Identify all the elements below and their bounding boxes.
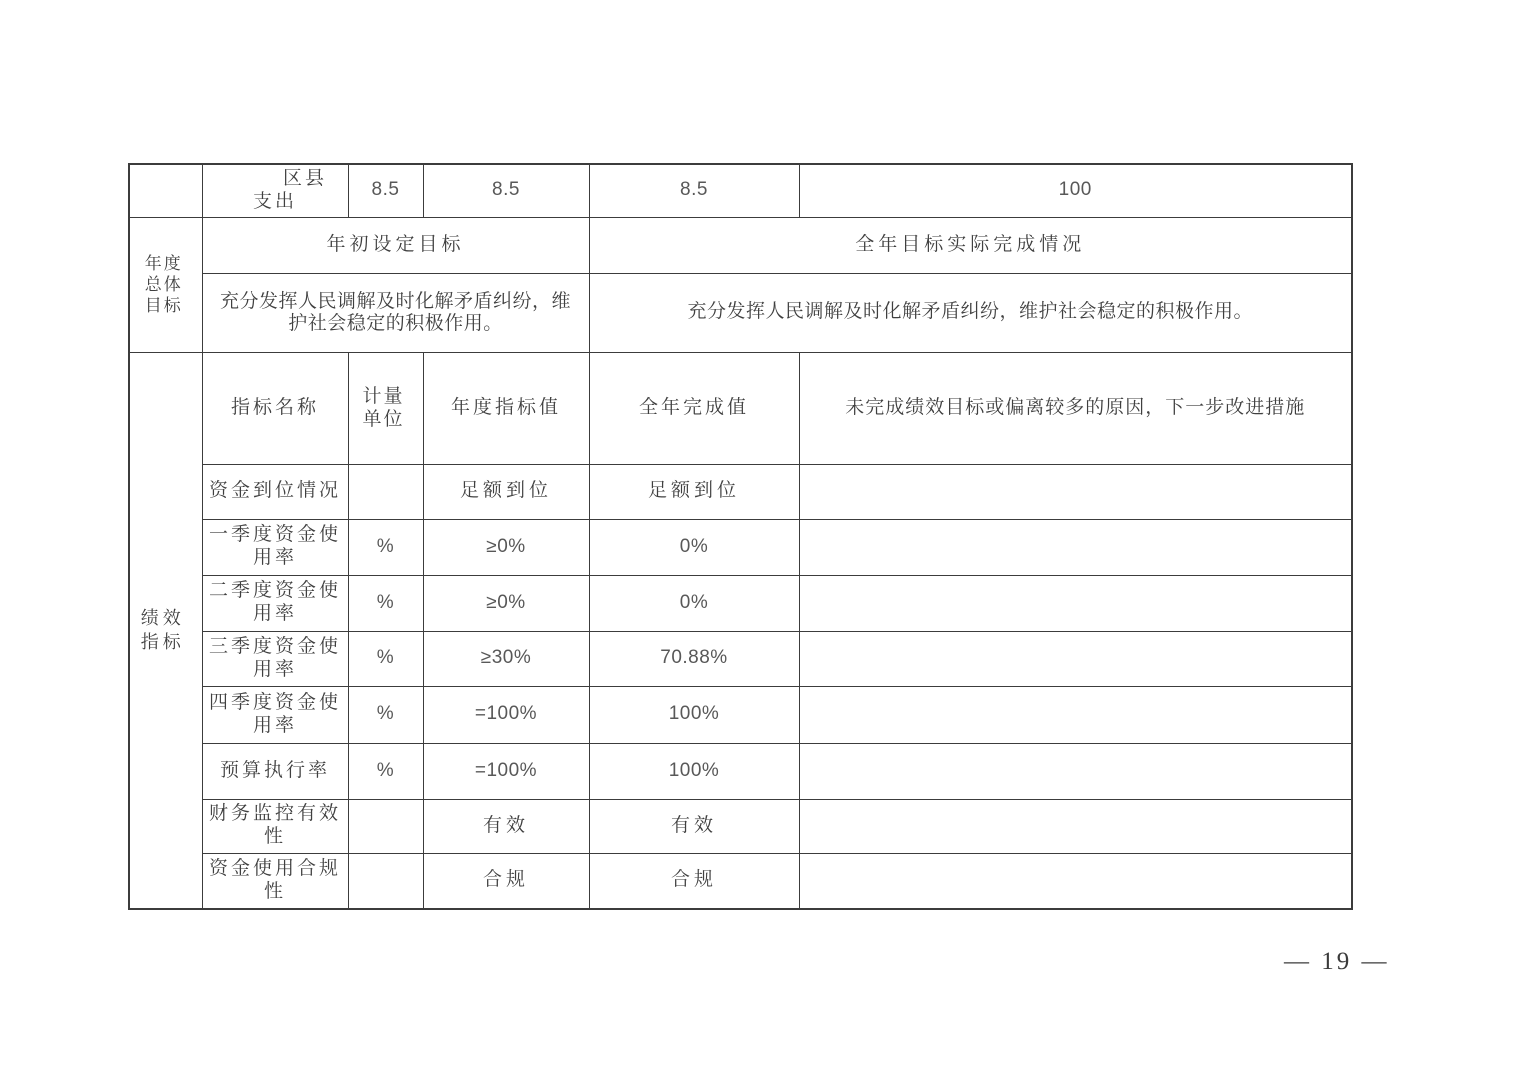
carryover-label-bottom: 支出 [252,190,297,212]
annual-goal-left-text-cell [202,273,589,352]
unit-cell: % [348,519,423,575]
unit-cell: % [348,686,423,743]
reason-cell [799,686,1352,743]
reason-cell [799,464,1352,519]
reason-cell [799,631,1352,686]
annual-goal-right-header: 全年目标实际完成情况 [589,217,1352,273]
table-row [129,575,1352,631]
annual-goal-side-label [129,217,202,352]
unit-cell: % [348,631,423,686]
table-row [129,799,1352,853]
indicator-name-cell: 一季度资金使用率 [202,519,348,575]
header-reason: 未完成绩效目标或偏离较多的原因，下一步改进措施 [799,352,1352,464]
unit-cell [348,464,423,519]
indicator-name-cell: 财务监控有效性 [202,799,348,853]
header-unit [348,352,423,464]
indicator-name-cell: 二季度资金使用率 [202,575,348,631]
actual-cell: 70.88% [589,631,799,686]
annual-goal-right-text: 充分发挥人民调解及时化解矛盾纠纷，维护社会稳定的积极作用。 [589,273,1352,352]
table-row [129,464,1352,519]
indicator-name-cell: 预算执行率 [202,743,348,799]
header-annual-target: 年度指标值 [423,352,589,464]
table-row [129,743,1352,799]
table-row [129,631,1352,686]
target-cell: ≥0% [423,519,589,575]
target-cell: 合规 [423,853,589,909]
unit-cell [348,799,423,853]
header-annual-actual: 全年完成值 [589,352,799,464]
indicators-header-row [129,352,1352,464]
indicator-name-cell: 三季度资金使用率 [202,631,348,686]
actual-cell: 0% [589,519,799,575]
actual-cell: 足额到位 [589,464,799,519]
annual-goal-side-label-text: 年度总体目标 [144,254,183,315]
table-row [129,519,1352,575]
annual-goal-left-header: 年初设定目标 [202,217,589,273]
annual-goal-text-row [129,273,1352,352]
target-cell: 有效 [423,799,589,853]
indicator-name-cell: 资金到位情况 [202,464,348,519]
carryover-value-4: 100 [799,164,1352,217]
indicator-name-cell: 四季度资金使用率 [202,686,348,743]
reason-cell [799,575,1352,631]
annual-goal-left-text: 充分发挥人民调解及时化解矛盾纠纷，维护社会稳定的积极作用。 [219,290,571,334]
carryover-value-1: 8.5 [348,164,423,217]
unit-cell: % [348,575,423,631]
reason-cell [799,853,1352,909]
carryover-label-cell [202,164,348,217]
header-indicator-name: 指标名称 [202,352,348,464]
indicators-side-label-text: 绩效指标 [140,608,185,653]
page-number: — 19 — [1284,948,1390,975]
carryover-blank-cell [129,164,202,217]
indicators-side-label [129,352,202,909]
carryover-value-3: 8.5 [589,164,799,217]
actual-cell: 有效 [589,799,799,853]
table-row [129,686,1352,743]
actual-cell: 100% [589,686,799,743]
performance-table [128,163,1353,910]
annual-goal-header-row [129,217,1352,273]
carryover-row [129,164,1352,217]
table-row [129,853,1352,909]
reason-cell [799,799,1352,853]
unit-cell [348,853,423,909]
target-cell: 足额到位 [423,464,589,519]
unit-cell: % [348,743,423,799]
reason-cell [799,743,1352,799]
actual-cell: 合规 [589,853,799,909]
header-unit-text: 计量单位 [362,386,405,430]
target-cell: ≥30% [423,631,589,686]
carryover-label-top: 区县 [282,167,327,189]
target-cell: ≥0% [423,575,589,631]
reason-cell [799,519,1352,575]
actual-cell: 0% [589,575,799,631]
carryover-value-2: 8.5 [423,164,589,217]
target-cell: =100% [423,686,589,743]
indicator-name-cell: 资金使用合规性 [202,853,348,909]
target-cell: =100% [423,743,589,799]
actual-cell: 100% [589,743,799,799]
